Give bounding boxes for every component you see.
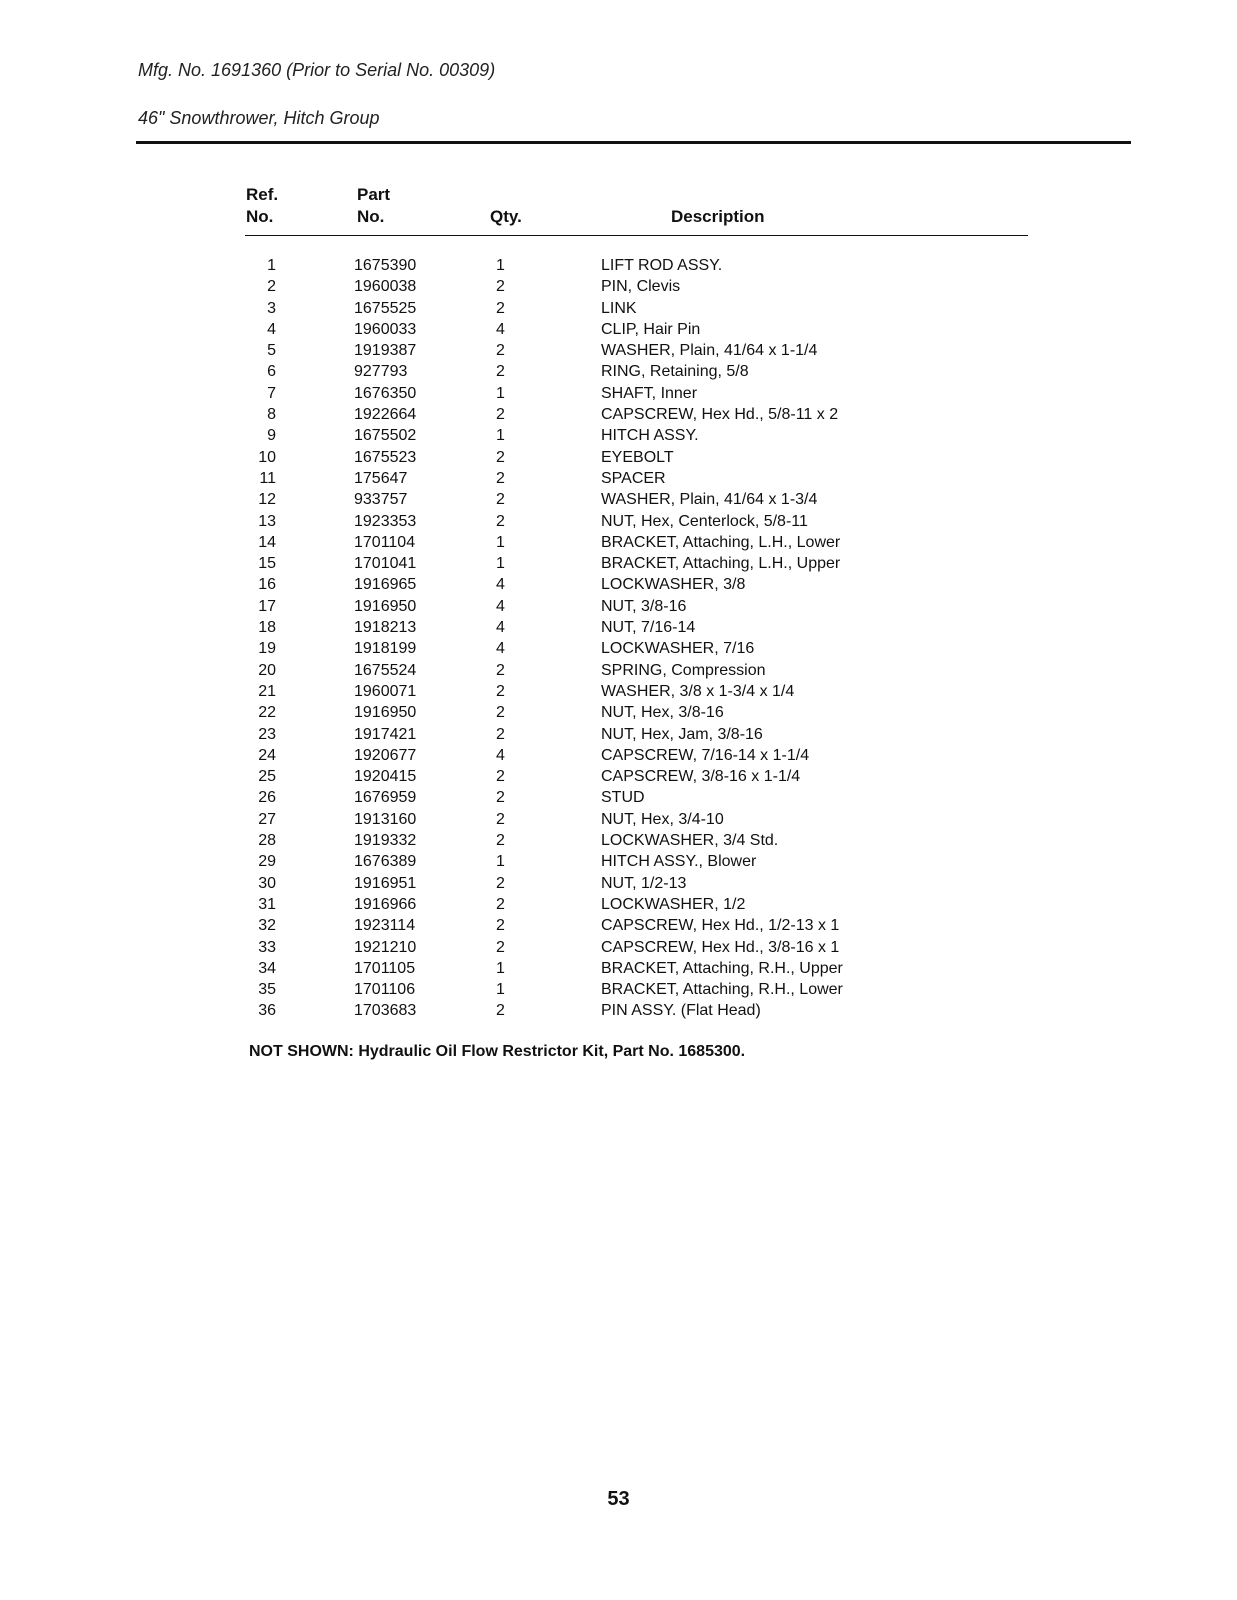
description-cell: HITCH ASSY. <box>601 427 699 445</box>
ref-no-cell: 3 <box>267 299 276 317</box>
column-header-qty: Qty. <box>490 207 522 226</box>
not-shown-note: NOT SHOWN: Hydraulic Oil Flow Restrictor Kit, Part No. 1685300. <box>249 1043 746 1060</box>
description-cell: HITCH ASSY., Blower <box>601 853 757 871</box>
column-header-part-no <box>357 184 390 228</box>
part-no-cell: 1917421 <box>354 725 417 743</box>
ref-no-cell: 4 <box>267 320 276 338</box>
table-row <box>0 638 1237 659</box>
part-no-cell: 1918213 <box>354 619 417 637</box>
qty-cell: 4 <box>496 619 505 637</box>
part-no-cell: 1703683 <box>354 1002 417 1020</box>
qty-cell: 2 <box>496 512 505 530</box>
table-row <box>0 660 1237 681</box>
qty-cell: 2 <box>496 491 505 509</box>
table-row <box>0 809 1237 830</box>
column-header-part-top: Part <box>357 185 391 204</box>
table-row <box>0 702 1237 723</box>
part-no-cell: 1921210 <box>354 938 417 956</box>
part-no-cell: 1920415 <box>354 768 417 786</box>
description-cell: CAPSCREW, 7/16-14 x 1-1/4 <box>601 746 810 764</box>
table-row <box>0 447 1237 468</box>
ref-no-cell: 11 <box>259 469 276 487</box>
part-no-cell: 927793 <box>354 363 408 381</box>
description-cell: NUT, Hex, Centerlock, 5/8-11 <box>601 512 808 530</box>
qty-cell: 1 <box>496 981 505 999</box>
qty-cell: 1 <box>496 427 505 445</box>
description-cell: LIFT ROD ASSY. <box>601 257 723 274</box>
table-row <box>0 511 1237 532</box>
description-cell: WASHER, Plain, 41/64 x 1-1/4 <box>601 342 818 360</box>
column-header-ref-top: Ref. <box>246 185 279 204</box>
qty-cell: 4 <box>496 640 505 658</box>
qty-cell: 2 <box>496 363 505 381</box>
table-row <box>0 1000 1237 1021</box>
table-row <box>0 979 1237 1000</box>
qty-cell: 4 <box>496 576 505 594</box>
ref-no-cell: 1 <box>267 257 276 274</box>
qty-cell: 2 <box>496 661 505 679</box>
part-no-cell: 1923353 <box>354 512 417 530</box>
table-row <box>0 340 1237 361</box>
description-cell: LOCKWASHER, 3/4 Std. <box>601 832 779 850</box>
part-no-cell: 1676350 <box>354 384 417 402</box>
description-cell: BRACKET, Attaching, R.H., Upper <box>601 959 843 977</box>
part-no-cell: 1918199 <box>354 640 417 658</box>
description-cell: EYEBOLT <box>601 448 674 466</box>
qty-cell: 2 <box>496 1002 505 1020</box>
part-no-cell: 1675523 <box>354 448 417 466</box>
qty-cell: 2 <box>496 768 505 786</box>
ref-no-cell: 29 <box>258 853 276 871</box>
table-row <box>0 298 1237 319</box>
part-no-cell: 1922664 <box>354 406 417 424</box>
table-row <box>0 894 1237 915</box>
description-cell: LOCKWASHER, 1/2 <box>601 895 746 913</box>
qty-cell: 2 <box>496 832 505 850</box>
ref-no-cell: 27 <box>258 810 276 828</box>
description-cell: RING, Retaining, 5/8 <box>601 363 749 381</box>
table-row <box>0 553 1237 574</box>
manufacturer-number: Mfg. No. 1691360 (Prior to Serial No. 00309) <box>138 60 496 80</box>
part-no-cell: 1701106 <box>354 981 416 999</box>
qty-cell: 1 <box>496 384 505 402</box>
part-no-cell: 1676389 <box>354 853 417 871</box>
ref-no-cell: 9 <box>267 427 276 445</box>
part-no-cell: 1920677 <box>354 746 417 764</box>
ref-no-cell: 26 <box>258 789 276 807</box>
description-cell: CAPSCREW, Hex Hd., 1/2-13 x 1 <box>601 917 840 935</box>
part-no-cell: 1675390 <box>354 257 417 274</box>
description-cell: CAPSCREW, 3/8-16 x 1-1/4 <box>601 768 801 786</box>
qty-cell: 2 <box>496 725 505 743</box>
table-row <box>0 745 1237 766</box>
description-cell: NUT, 3/8-16 <box>601 597 687 615</box>
part-no-cell: 1916966 <box>354 895 417 913</box>
description-cell: CLIP, Hair Pin <box>601 320 701 338</box>
description-cell: SHAFT, Inner <box>601 384 698 402</box>
table-row <box>0 425 1237 446</box>
parts-table <box>0 255 1237 1022</box>
description-cell: NUT, Hex, 3/4-10 <box>601 810 724 828</box>
qty-cell: 2 <box>496 938 505 956</box>
qty-cell: 2 <box>496 278 505 296</box>
table-row <box>0 276 1237 297</box>
ref-no-cell: 5 <box>267 342 276 360</box>
qty-cell: 2 <box>496 789 505 807</box>
table-row <box>0 873 1237 894</box>
ref-no-cell: 18 <box>258 619 276 637</box>
description-cell: LOCKWASHER, 3/8 <box>601 576 746 594</box>
ref-no-cell: 35 <box>258 981 276 999</box>
table-row <box>0 468 1237 489</box>
table-row <box>0 681 1237 702</box>
part-no-cell: 1676959 <box>354 789 417 807</box>
qty-cell: 4 <box>496 597 505 615</box>
ref-no-cell: 14 <box>258 533 276 551</box>
part-no-cell: 1916950 <box>354 597 417 615</box>
qty-cell: 2 <box>496 874 505 892</box>
table-row <box>0 915 1237 936</box>
description-cell: PIN, Clevis <box>601 278 681 296</box>
table-row <box>0 489 1237 510</box>
qty-cell: 1 <box>496 959 505 977</box>
ref-no-cell: 23 <box>258 725 276 743</box>
ref-no-cell: 28 <box>258 832 276 850</box>
part-no-cell: 1960033 <box>354 320 417 338</box>
part-no-cell: 933757 <box>354 491 408 509</box>
part-no-cell: 1675525 <box>354 299 417 317</box>
description-cell: NUT, Hex, Jam, 3/8-16 <box>601 725 763 743</box>
qty-cell: 2 <box>496 448 505 466</box>
part-no-cell: 1701041 <box>354 555 417 573</box>
ref-no-cell: 31 <box>258 895 276 913</box>
qty-cell: 2 <box>496 342 505 360</box>
table-row <box>0 574 1237 595</box>
column-header-ref-bottom: No. <box>246 207 274 226</box>
ref-no-cell: 22 <box>258 704 276 722</box>
description-cell: LINK <box>601 299 637 317</box>
qty-cell: 2 <box>496 895 505 913</box>
part-no-cell: 1919332 <box>354 832 417 850</box>
part-no-cell: 1675524 <box>354 661 417 679</box>
qty-cell: 1 <box>496 853 505 871</box>
table-row <box>0 766 1237 787</box>
table-header-rule <box>245 235 1028 236</box>
table-row <box>0 851 1237 872</box>
table-row <box>0 255 1237 276</box>
description-cell: NUT, Hex, 3/8-16 <box>601 704 724 722</box>
table-row <box>0 361 1237 382</box>
part-no-cell: 1916951 <box>354 874 417 892</box>
column-header-description: Description <box>671 207 765 226</box>
table-row <box>0 532 1237 553</box>
qty-cell: 2 <box>496 810 505 828</box>
column-header-part-bottom: No. <box>357 207 385 226</box>
table-row <box>0 617 1237 638</box>
qty-cell: 2 <box>496 469 505 487</box>
qty-cell: 4 <box>496 746 505 764</box>
table-row <box>0 596 1237 617</box>
part-no-cell: 1701104 <box>354 533 416 551</box>
part-no-cell: 1701105 <box>354 959 416 977</box>
ref-no-cell: 24 <box>258 746 276 764</box>
table-row <box>0 383 1237 404</box>
page-number: 53 <box>607 1488 630 1510</box>
description-cell: NUT, 7/16-14 <box>601 619 696 637</box>
part-no-cell: 1916965 <box>354 576 417 594</box>
description-cell: NUT, 1/2-13 <box>601 874 687 892</box>
ref-no-cell: 6 <box>267 363 276 381</box>
ref-no-cell: 10 <box>258 448 276 466</box>
group-title: 46" Snowthrower, Hitch Group <box>138 108 380 128</box>
header-rule <box>136 141 1131 144</box>
part-no-cell: 1923114 <box>354 917 416 935</box>
ref-no-cell: 19 <box>258 640 276 658</box>
ref-no-cell: 17 <box>258 597 276 615</box>
ref-no-cell: 16 <box>258 576 276 594</box>
table-row <box>0 937 1237 958</box>
ref-no-cell: 7 <box>267 384 276 402</box>
description-cell: BRACKET, Attaching, R.H., Lower <box>601 981 843 999</box>
ref-no-cell: 21 <box>258 682 276 700</box>
table-row <box>0 958 1237 979</box>
description-cell: BRACKET, Attaching, L.H., Upper <box>601 555 841 573</box>
description-cell: LOCKWASHER, 7/16 <box>601 640 755 658</box>
qty-cell: 1 <box>496 555 505 573</box>
ref-no-cell: 30 <box>258 874 276 892</box>
table-row <box>0 404 1237 425</box>
description-cell: WASHER, 3/8 x 1-3/4 x 1/4 <box>601 682 795 700</box>
qty-cell: 2 <box>496 917 505 935</box>
qty-cell: 1 <box>496 533 505 551</box>
part-no-cell: 1960071 <box>354 682 417 700</box>
qty-cell: 1 <box>496 257 505 274</box>
qty-cell: 2 <box>496 406 505 424</box>
table-row <box>0 724 1237 745</box>
qty-cell: 2 <box>496 704 505 722</box>
ref-no-cell: 25 <box>258 768 276 786</box>
ref-no-cell: 32 <box>258 917 276 935</box>
description-cell: WASHER, Plain, 41/64 x 1-3/4 <box>601 491 818 509</box>
part-no-cell: 1913160 <box>354 810 417 828</box>
description-cell: STUD <box>601 789 645 807</box>
table-row <box>0 787 1237 808</box>
description-cell: CAPSCREW, Hex Hd., 5/8-11 x 2 <box>601 406 839 424</box>
part-no-cell: 175647 <box>354 469 408 487</box>
ref-no-cell: 8 <box>267 406 276 424</box>
part-no-cell: 1919387 <box>354 342 417 360</box>
ref-no-cell: 13 <box>258 512 276 530</box>
qty-cell: 2 <box>496 299 505 317</box>
description-cell: PIN ASSY. (Flat Head) <box>601 1002 761 1020</box>
description-cell: SPACER <box>601 469 666 487</box>
ref-no-cell: 36 <box>258 1002 276 1020</box>
ref-no-cell: 15 <box>258 555 276 573</box>
ref-no-cell: 12 <box>258 491 276 509</box>
table-row <box>0 830 1237 851</box>
part-no-cell: 1675502 <box>354 427 417 445</box>
table-row <box>0 319 1237 340</box>
column-header-ref-no <box>246 184 278 228</box>
part-no-cell: 1916950 <box>354 704 417 722</box>
ref-no-cell: 20 <box>258 661 276 679</box>
description-cell: SPRING, Compression <box>601 661 766 679</box>
description-cell: CAPSCREW, Hex Hd., 3/8-16 x 1 <box>601 938 840 956</box>
part-no-cell: 1960038 <box>354 278 417 296</box>
ref-no-cell: 33 <box>258 938 276 956</box>
ref-no-cell: 34 <box>258 959 276 977</box>
qty-cell: 2 <box>496 682 505 700</box>
qty-cell: 4 <box>496 320 505 338</box>
ref-no-cell: 2 <box>267 278 276 296</box>
description-cell: BRACKET, Attaching, L.H., Lower <box>601 533 841 551</box>
